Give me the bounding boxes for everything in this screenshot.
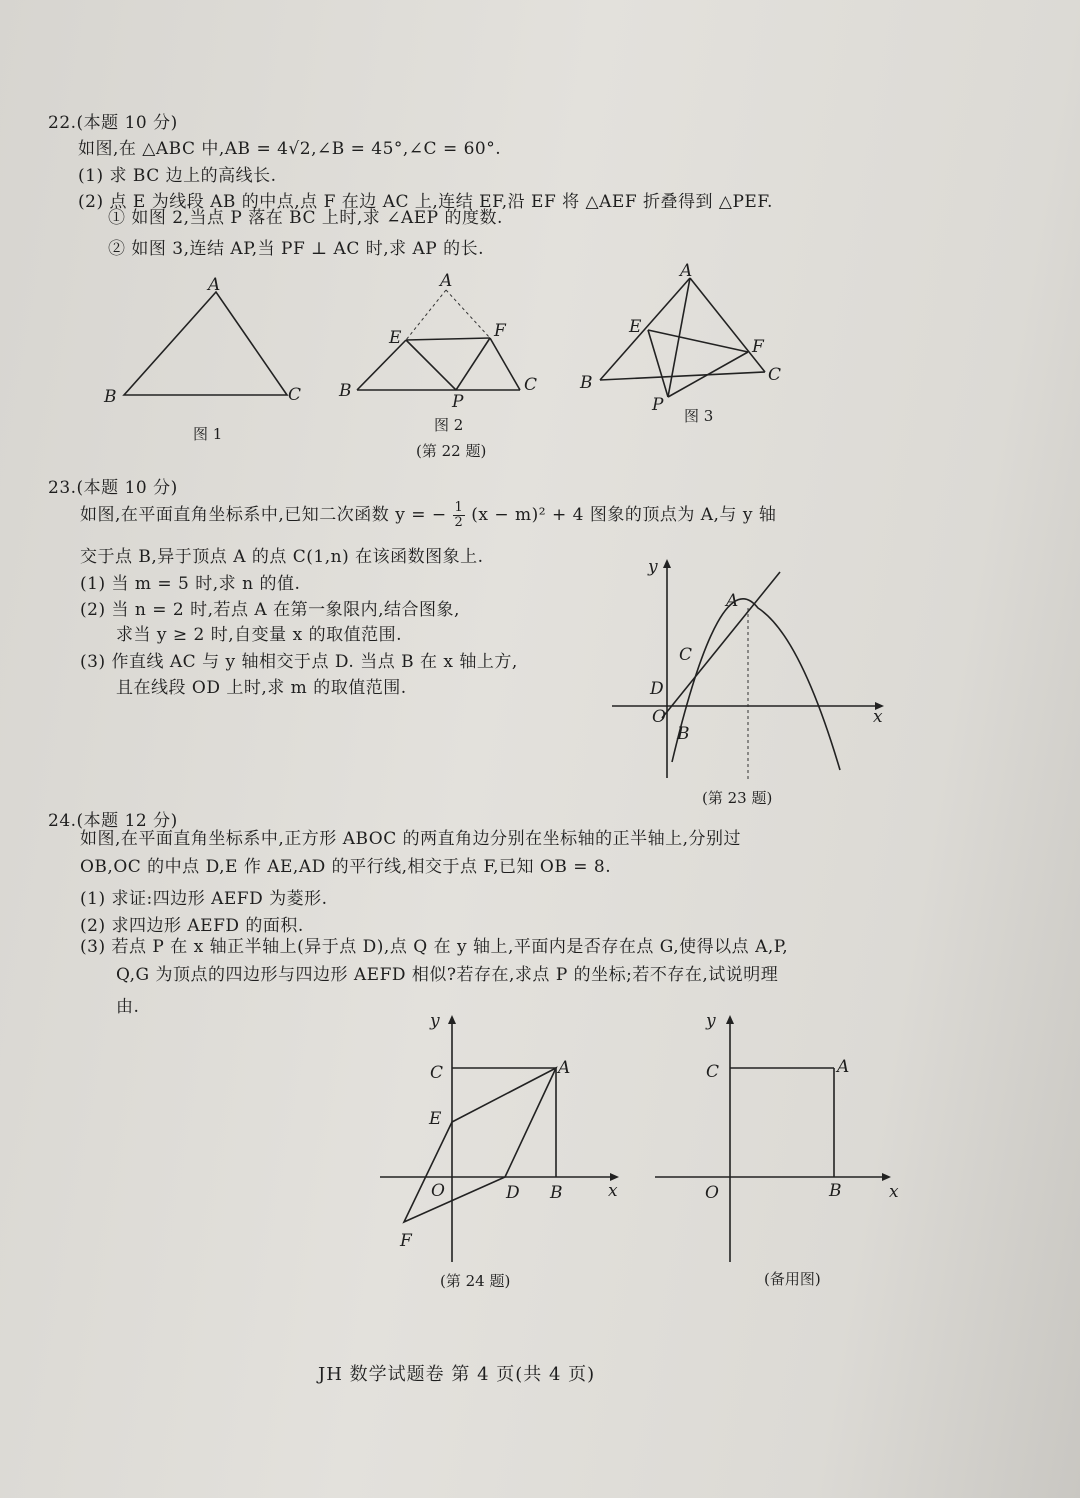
label-B: B [104,387,117,407]
label-y: y [430,1011,440,1031]
q22-fig1-caption: 图 1 [193,425,223,443]
q23-line1b: (x − m)² + 4 图象的顶点为 A,与 y 轴 [471,505,777,525]
label-O: O [431,1181,445,1201]
label-D: D [650,679,664,699]
q24-line1: 如图,在平面直角坐标系中,正方形 ABOC 的两直角边分别在坐标轴的正半轴上,分别过 [80,829,742,849]
label-y: y [706,1011,716,1031]
label-D: D [506,1183,520,1203]
label-B: B [677,724,690,744]
label-F: F [494,321,506,341]
q24-line4: (2) 求四边形 AEFD 的面积. [80,916,304,936]
label-F: F [400,1231,412,1251]
label-C: C [430,1063,444,1083]
label-P: P [652,395,664,415]
q23-line7: 且在线段 OD 上时,求 m 的取值范围. [116,678,407,698]
q22-line2: (1) 求 BC 边上的高线长. [78,166,277,186]
label-A: A [558,1058,571,1078]
label-C: C [768,365,782,385]
label-A: A [837,1057,850,1077]
label-P: P [452,392,464,412]
label-B: B [550,1183,563,1203]
label-A: A [680,261,693,281]
q24-line3: (1) 求证:四边形 AEFD 为菱形. [80,889,328,909]
q22-line1: 如图,在 △ABC 中,AB = 4√2,∠B = 45°,∠C = 60°. [78,139,502,159]
label-E: E [389,328,402,348]
q24-line5: (3) 若点 P 在 x 轴正半轴上(异于点 D),点 Q 在 y 轴上,平面内是否存在点 G,使得以点 A,P, [80,937,789,957]
q22-line3-text: (2) 点 E 为线段 AB 的中点,点 F 在边 AC 上,连结 EF,沿 EF 将 △AEF 折叠得到 △PEF. [78,192,773,212]
label-C: C [706,1062,720,1082]
q22-line4: ① 如图 2,当点 P 落在 BC 上时,求 ∠AEP 的度数. [108,208,503,228]
q23-line5: 求当 y ≥ 2 时,自变量 x 的取值范围. [116,625,402,645]
frac-den: 2 [454,515,464,530]
label-B: B [829,1181,842,1201]
label-A: A [440,271,453,291]
q23-caption: (第 23 题) [702,789,773,807]
q22-fig3-caption: 图 3 [684,407,714,425]
q24-line6: Q,G 为顶点的四边形与四边形 AEFD 相似?若存在,求点 P 的坐标;若不存在,试说明理 [116,965,779,985]
q23-header: 23.(本题 10 分) [48,478,178,498]
q24-line7: 由. [116,997,140,1017]
label-A: A [208,275,221,295]
label-x: x [889,1182,899,1202]
label-x: x [608,1181,618,1201]
page-footer: JH 数学试题卷 第 4 页(共 4 页) [318,1364,596,1385]
q24-header: 24.(本题 12 分) [48,811,178,831]
q22-header: 22.(本题 10 分) [48,113,178,133]
frac-num: 1 [454,500,464,515]
label-C: C [679,645,693,665]
label-F: F [752,337,764,357]
q24-spare-caption: (备用图) [764,1270,821,1288]
q22-fig2-caption: 图 2 [434,416,464,434]
label-E: E [629,317,642,337]
label-A: A [726,591,739,611]
label-C: C [288,385,302,405]
label-E: E [429,1109,442,1129]
q23-line4: (2) 当 n = 2 时,若点 A 在第一象限内,结合图象, [80,600,460,620]
q24-line2: OB,OC 的中点 D,E 作 AE,AD 的平行线,相交于点 F,已知 OB = 8. [80,857,612,877]
q23-line3: (1) 当 m = 5 时,求 n 的值. [80,574,301,594]
label-C: C [524,375,538,395]
label-O: O [652,707,666,727]
q23-line2: 交于点 B,异于顶点 A 的点 C(1,n) 在该函数图象上. [80,547,484,567]
label-x: x [873,707,883,727]
q22-group-caption: (第 22 题) [416,442,487,460]
label-y: y [648,557,658,577]
q22-line5: ② 如图 3,连结 AP,当 PF ⊥ AC 时,求 AP 的长. [108,239,485,259]
q23-line6: (3) 作直线 AC 与 y 轴相交于点 D. 当点 B 在 x 轴上方, [80,652,518,672]
q23-line1a: 如图,在平面直角坐标系中,已知二次函数 y = − [80,505,447,525]
label-B: B [580,373,593,393]
label-B: B [339,381,352,401]
q24-caption: (第 24 题) [440,1272,511,1290]
label-O: O [705,1183,719,1203]
